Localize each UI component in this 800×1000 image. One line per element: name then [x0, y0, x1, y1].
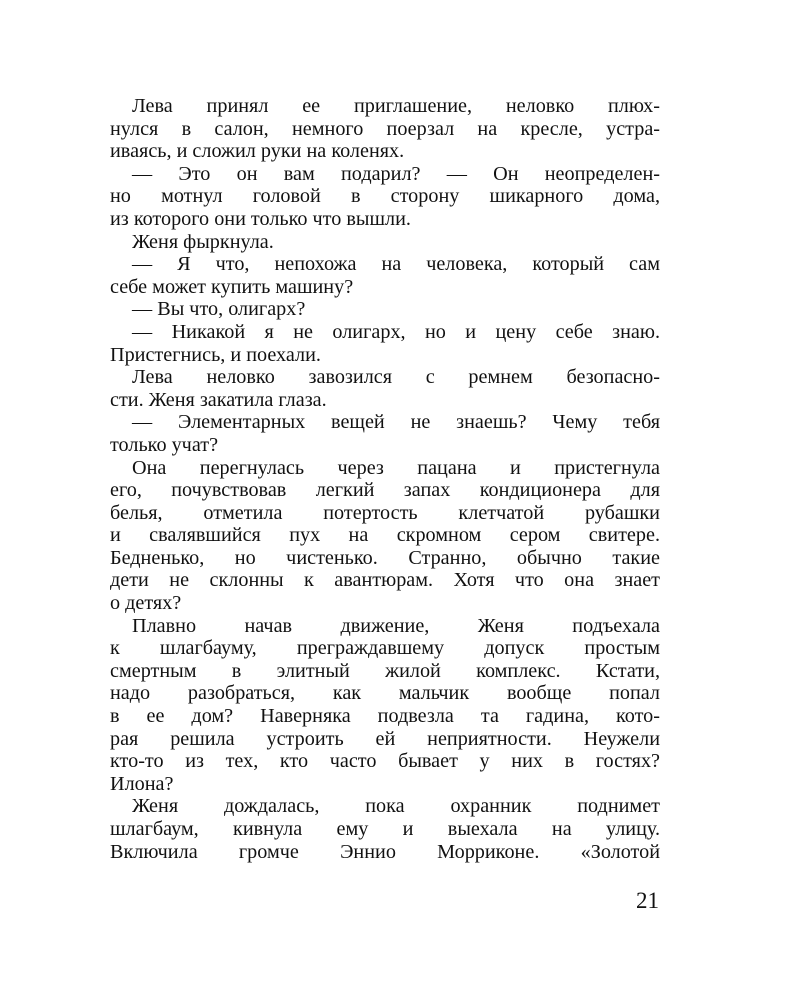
body-text — [110, 95, 660, 863]
text-line: Илона? — [110, 772, 174, 795]
text-line: Лева неловко завозился с ремнем безопасно- — [132, 366, 660, 389]
text-line: но мотнул головой в сторону шикарного дома, — [110, 185, 660, 208]
text-line: нулся в салон, немного поерзал на кресле, устра- — [110, 117, 660, 140]
text-line: Она перегнулась через пацана и пристегнула — [132, 456, 660, 479]
text-line: Включила громче Эннио Морриконе. «Золотой — [110, 840, 660, 863]
text-line: надо разобраться, как мальчик вообще попал — [110, 682, 660, 705]
text-line: — Это он вам подарил? — Он неопределен- — [132, 162, 660, 185]
text-line: шлагбаум, кивнула ему и выехала на улицу. — [110, 818, 660, 840]
text-line: — Элементарных вещей не знаешь? Чему тебя — [132, 411, 660, 434]
text-line: белья, отметила потертость клетчатой рубашки — [110, 501, 660, 524]
text-line: о детях? — [110, 592, 182, 615]
text-line: смертным в элитный жилой комплекс. Кстати, — [110, 659, 660, 682]
text-line: рая решила устроить ей неприятности. Неужели — [110, 727, 660, 750]
page-number: 21 — [636, 888, 659, 913]
text-line: Лева принял ее приглашение, неловко плюх- — [132, 95, 660, 117]
text-line: и свалявшийся пух на скромном сером свитере. — [110, 524, 660, 547]
text-line: Женя фыркнула. — [132, 230, 274, 253]
text-line: дети не склонны к авантюрам. Хотя что она знает — [110, 569, 660, 592]
text-line: — Вы что, олигарх? — [132, 298, 306, 321]
text-line: кто-то из тех, кто часто бывает у них в гостях? — [110, 750, 660, 773]
text-line: из которого они только что вышли. — [110, 207, 411, 230]
text-line: в ее дом? Наверняка подвезла та гадина, кото- — [110, 705, 660, 728]
text-line: Бедненько, но чистенько. Странно, обычно такие — [110, 546, 660, 569]
text-line: себе может купить машину? — [110, 275, 354, 298]
text-line: сти. Женя закатила глаза. — [110, 388, 327, 411]
text-line: Женя дождалась, пока охранник поднимет — [132, 795, 660, 818]
text-line: только учат? — [110, 433, 219, 456]
text-line: к шлагбауму, преграждавшему допуск простым — [110, 637, 660, 660]
text-line: — Никакой я не олигарх, но и цену себе знаю. — [132, 320, 660, 343]
text-line: — Я что, непохожа на человека, который сам — [132, 253, 660, 276]
text-line: иваясь, и сложил руки на коленях. — [110, 140, 405, 163]
text-line: его, почувствовав легкий запах кондиционера для — [110, 479, 660, 502]
text-line: Плавно начав движение, Женя подъехала — [132, 614, 660, 637]
text-line: Пристегнись, и поехали. — [110, 343, 321, 366]
